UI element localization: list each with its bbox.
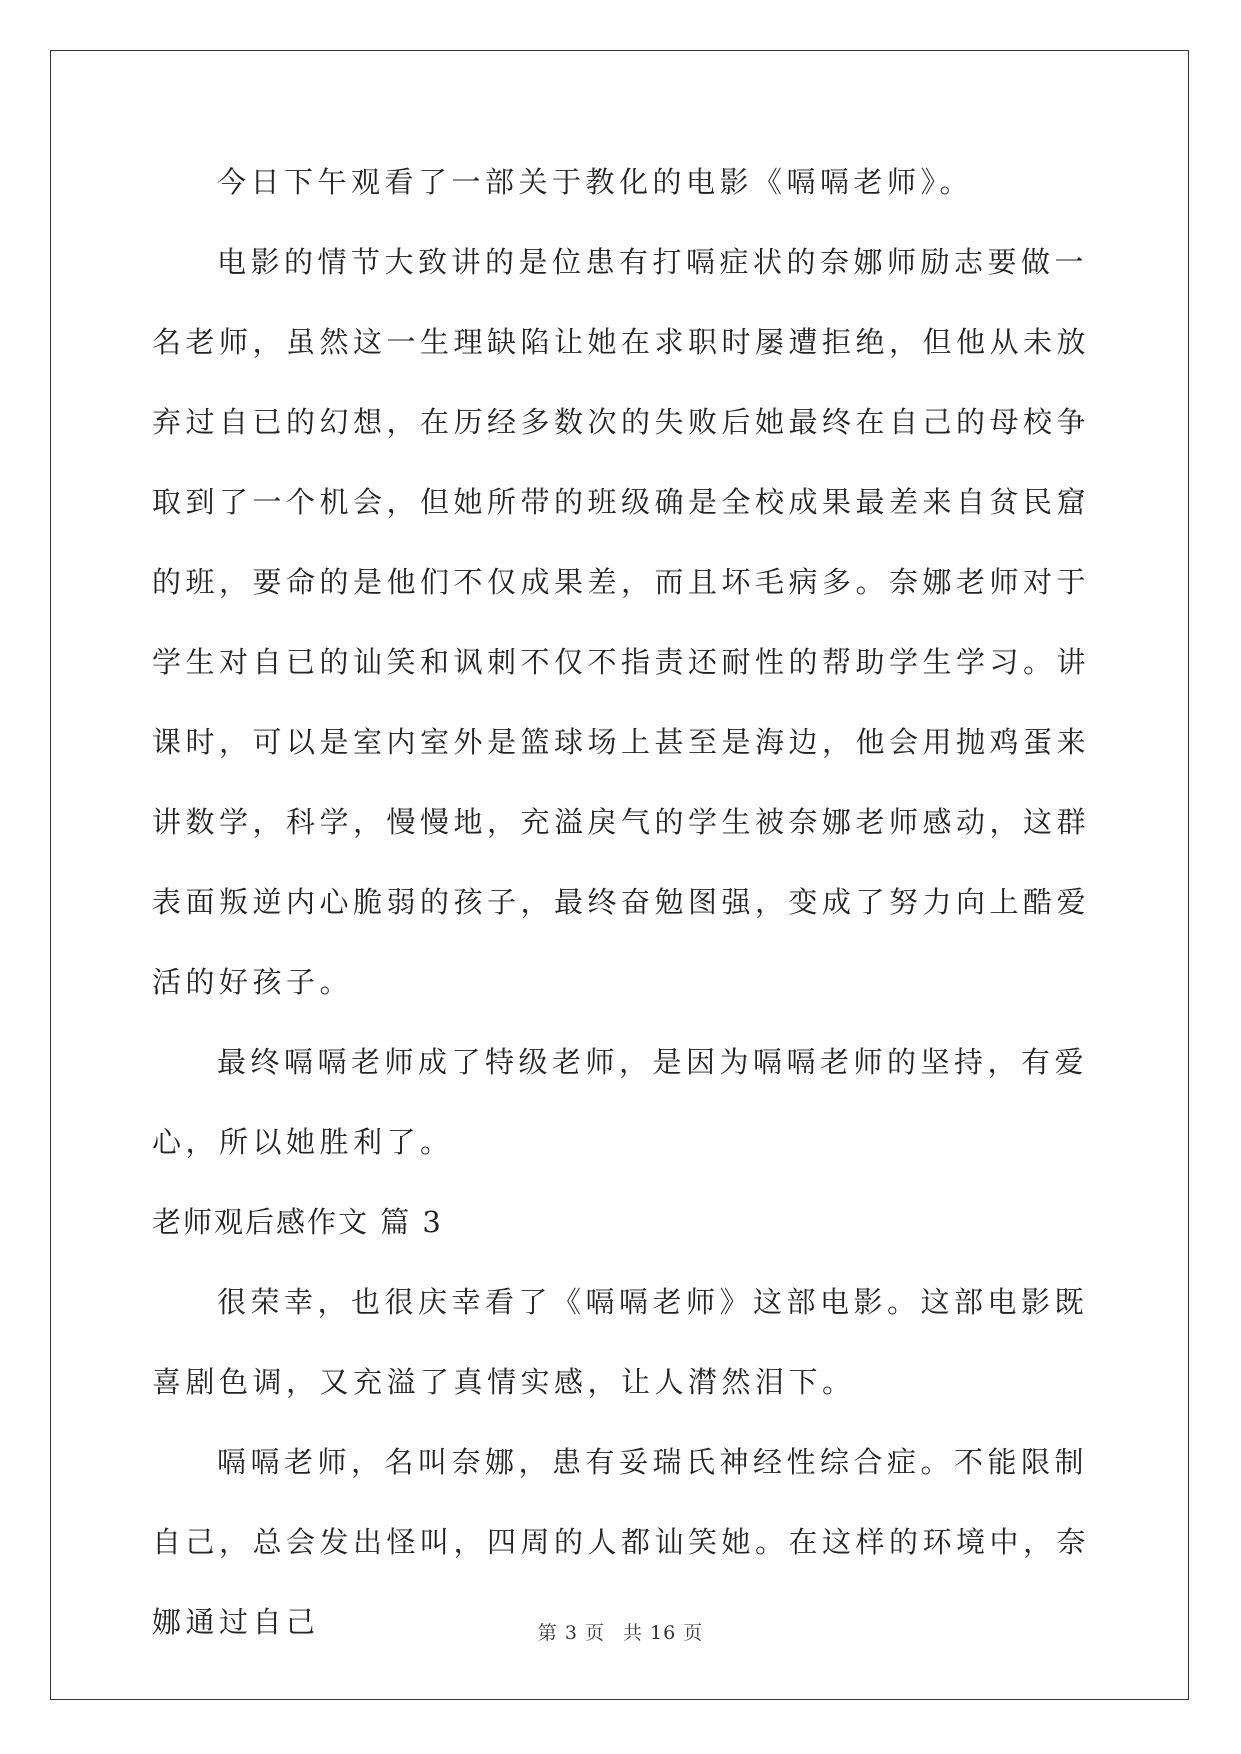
page-number-total: 共 16 页 — [622, 1622, 704, 1644]
page-number-current: 第 3 页 — [537, 1622, 605, 1644]
paragraph: 今日下午观看了一部关于教化的电影《嗝嗝老师》。 — [217, 165, 974, 199]
paragraph: 很荣幸，也很庆幸看了《嗝嗝老师》这部电影。这部电影既喜剧色调，又充溢了真情实感，让人潸然泪下。 — [152, 1285, 1089, 1399]
document-body — [152, 142, 1092, 1662]
paragraph: 最终嗝嗝老师成了特级老师，是因为嗝嗝老师的坚持，有爱心，所以她胜利了。 — [152, 1045, 1089, 1159]
section-heading: 老师观后感作文 篇 3 — [152, 1205, 443, 1239]
paragraph: 嗝嗝老师，名叫奈娜，患有妥瑞氏神经性综合症。不能限制自己，总会发出怪叫，四周的人都讪笑她。在这样的环境中，奈娜通过自己 — [152, 1445, 1091, 1639]
paragraph: 电影的情节大致讲的是位患有打嗝症状的奈娜师励志要做一名老师，虽然这一生理缺陷让她在求职时屡遭拒绝，但他从未放弃过自已的幻想，在历经多数次的失败后她最终在自己的母校争取到了一个机会，但她所带的班级确是全校成果最差来自贫民窟的班，要命的是他们不仅成果差，而且坏毛病多。奈娜老师对于学生对自已的讪笑和讽刺不仅不指责还耐性的帮助学生学习。讲课时，可以是室内室外是篮球场上甚至是海边，他会用抛鸡蛋来讲数学，科学，慢慢地，充溢戾气的学生被奈娜老师感动，这群表面叛逆内心脆弱的孩子，最终奋勉图强，变成了努力向上酷爱活的好孩子。 — [152, 245, 1091, 999]
page-footer — [0, 1618, 1241, 1645]
